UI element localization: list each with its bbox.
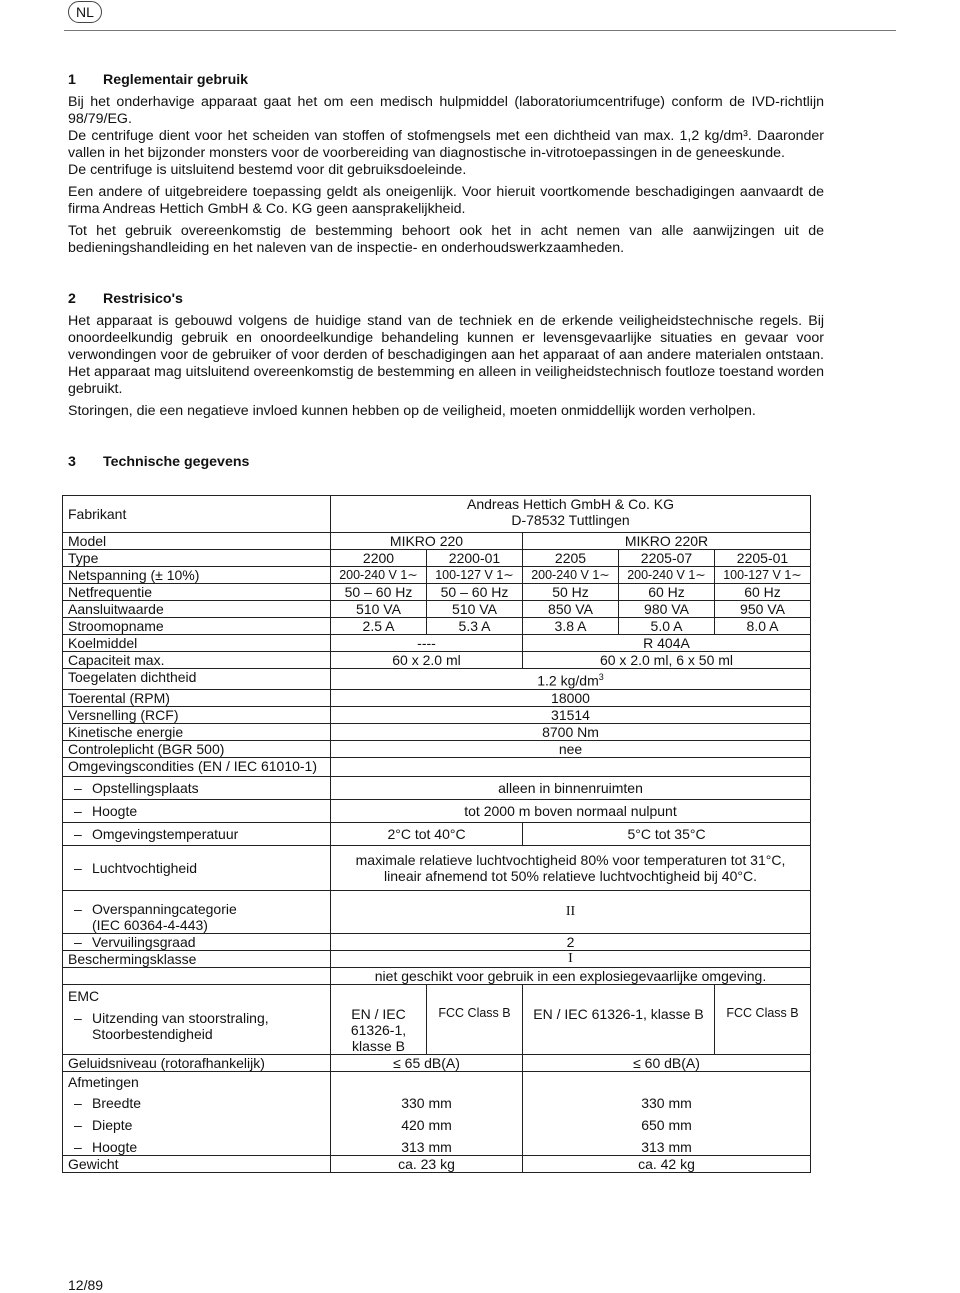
dash-bullet: – — [74, 1139, 82, 1155]
table-row — [63, 601, 811, 618]
site-value: alleen in binnenruimten — [331, 777, 811, 800]
table-row — [63, 496, 811, 533]
table-row — [63, 652, 811, 669]
voltage-value: 200-240 V 1∼ — [331, 567, 427, 584]
section-1-paragraph: Tot het gebruik overeenkomstig de bestemming behoort ook het in acht nemen van alle aanwijzingen uit de bedieningshandleiding en het naleven van de inspectie- en onderhoudswerkzaamheden. — [68, 223, 824, 256]
noise-value: ≤ 60 dB(A) — [523, 1055, 811, 1072]
table-row — [63, 985, 811, 1055]
capacity-value: 60 x 2.0 ml, 6 x 50 ml — [523, 652, 811, 669]
voltage-value: 100-127 V 1∼ — [427, 567, 523, 584]
frequency-value: 50 – 60 Hz — [427, 584, 523, 601]
humidity-value: maximale relatieve luchtvochtigheid 80% voor temperaturen tot 31°C, lineair afnemend tot 50% relatieve luchtvochtigheid bij 40°C. — [331, 846, 811, 891]
row-label: – Hoogte — [63, 800, 331, 823]
rpm-value: 18000 — [331, 690, 811, 707]
table-row — [63, 968, 811, 985]
dash-bullet: – — [74, 860, 82, 876]
type-value: 2205-01 — [715, 550, 811, 567]
row-label: Aansluitwaarde — [63, 601, 331, 618]
table-row — [63, 823, 811, 846]
current-value: 5.3 A — [427, 618, 523, 635]
dash-bullet: – — [74, 1117, 82, 1133]
coolant-value: ---- — [331, 635, 523, 652]
table-row — [63, 724, 811, 741]
rcf-value: 31514 — [331, 707, 811, 724]
table-row — [63, 741, 811, 758]
table-row — [63, 934, 811, 951]
dash-bullet: – — [74, 934, 82, 950]
row-label: Afmetingen – Breedte – Diepte – Hoogte — [63, 1072, 331, 1156]
table-row — [63, 618, 811, 635]
protection-value: I — [331, 951, 811, 968]
power-value: 950 VA — [715, 601, 811, 618]
model-value: MIKRO 220R — [523, 533, 811, 550]
frequency-value: 60 Hz — [715, 584, 811, 601]
table-row — [63, 567, 811, 584]
dash-bullet: – — [74, 901, 82, 917]
type-value: 2205 — [523, 550, 619, 567]
current-value: 8.0 A — [715, 618, 811, 635]
row-label: – Overspanningcategorie (IEC 60364-4-443) — [63, 891, 331, 934]
row-label: Netfrequentie — [63, 584, 331, 601]
model-value: MIKRO 220 — [331, 533, 523, 550]
row-label: – Opstellingsplaats — [63, 777, 331, 800]
technical-data-table — [62, 495, 811, 1173]
table-row — [63, 1072, 811, 1156]
row-label: EMC – Uitzending van stoorstraling, Stoorbestendigheid — [63, 985, 331, 1055]
density-value: 1.2 $kg/dm^3$ — [331, 669, 811, 690]
dash-bullet: – — [74, 826, 82, 842]
table-row — [63, 1156, 811, 1173]
section-2-title: 2 Restrisico's — [68, 291, 183, 307]
row-label: Geluidsniveau (rotorafhankelijk) — [63, 1055, 331, 1072]
voltage-value: 200-240 V 1∼ — [523, 567, 619, 584]
table-row — [63, 584, 811, 601]
power-value: 510 VA — [427, 601, 523, 618]
weight-value: ca. 23 kg — [331, 1156, 523, 1173]
table-row — [63, 690, 811, 707]
row-label: Kinetische energie — [63, 724, 331, 741]
pollution-value: 2 — [331, 934, 811, 951]
table-row — [63, 669, 811, 690]
dash-bullet: – — [74, 780, 82, 796]
type-value: 2205-07 — [619, 550, 715, 567]
dash-bullet: – — [74, 1010, 82, 1026]
temperature-value: 5°C tot 35°C — [523, 823, 811, 846]
empty-cell — [331, 758, 811, 777]
noise-value: ≤ 65 dB(A) — [331, 1055, 523, 1072]
dimension-values: 330 mm 420 mm 313 mm — [331, 1072, 523, 1156]
row-label: Model — [63, 533, 331, 550]
page-number: 12/89 — [68, 1277, 104, 1293]
current-value: 3.8 A — [523, 618, 619, 635]
current-value: 2.5 A — [331, 618, 427, 635]
frequency-value: 50 Hz — [523, 584, 619, 601]
document-body — [68, 72, 824, 471]
overvoltage-value: II — [331, 891, 811, 934]
section-3-title: 3 Technische gegevens — [68, 454, 250, 470]
energy-value: 8700 Nm — [331, 724, 811, 741]
table-row — [63, 777, 811, 800]
current-value: 5.0 A — [619, 618, 715, 635]
empty-cell — [63, 968, 331, 985]
coolant-value: R 404A — [523, 635, 811, 652]
row-label: Stroomopname — [63, 618, 331, 635]
table-row — [63, 635, 811, 652]
voltage-value: 100-127 V 1∼ — [715, 567, 811, 584]
emc-value: EN / IEC 61326-1, klasse B — [523, 985, 715, 1055]
table-row — [63, 707, 811, 724]
dash-bullet: – — [74, 803, 82, 819]
table-row — [63, 1055, 811, 1072]
table-row — [63, 891, 811, 934]
section-1-paragraph: Een andere of uitgebreidere toepassing geldt als oneigenlijk. Voor hieruit voortkomende beschadigingen aanvaardt de firma Andreas Hettich GmbH & Co. KG geen aansprakelijkheid. — [68, 184, 824, 217]
section-1-title: 1 Reglementair gebruik — [68, 72, 249, 88]
language-badge: NL — [68, 1, 102, 23]
row-label: Gewicht — [63, 1156, 331, 1173]
section-1-paragraph: De centrifuge dient voor het scheiden van stoffen of stofmengsels met een dichtheid van max. 1,2 kg/dm³. Daaronder vallen in het bijzonder monsters voor de voorbereiding van diagnostische in-vitrotoepassingen in de geneeskunde. — [68, 128, 824, 161]
section-1-paragraph: Bij het onderhavige apparaat gaat het om een medisch hulpmiddel (laboratoriumcentrifuge) conform de IVD-richtlijn 98/79/EG. — [68, 94, 824, 127]
emc-value: EN / IEC 61326-1, klasse B — [331, 985, 427, 1055]
table-row — [63, 951, 811, 968]
capacity-value: 60 x 2.0 ml — [331, 652, 523, 669]
dash-bullet: – — [74, 1095, 82, 1111]
table-row — [63, 846, 811, 891]
row-label: Capaciteit max. — [63, 652, 331, 669]
row-label: Omgevingscondities (EN / IEC 61010-1) — [63, 758, 331, 777]
row-label: Beschermingsklasse — [63, 951, 331, 968]
power-value: 980 VA — [619, 601, 715, 618]
control-value: nee — [331, 741, 811, 758]
dimension-values: 330 mm 650 mm 313 mm — [523, 1072, 811, 1156]
frequency-value: 60 Hz — [619, 584, 715, 601]
row-label: Fabrikant — [63, 496, 331, 533]
row-label: – Luchtvochtigheid — [63, 846, 331, 891]
voltage-value: 200-240 V 1∼ — [619, 567, 715, 584]
table-row — [63, 758, 811, 777]
power-value: 510 VA — [331, 601, 427, 618]
row-label: Toerental (RPM) — [63, 690, 331, 707]
table-row — [63, 800, 811, 823]
row-label: – Vervuilingsgraad — [63, 934, 331, 951]
manufacturer-value: Andreas Hettich GmbH & Co. KG D-78532 Tuttlingen — [331, 496, 811, 533]
table-row — [63, 533, 811, 550]
row-label: – Omgevingstemperatuur — [63, 823, 331, 846]
height-value: tot 2000 m boven normaal nulpunt — [331, 800, 811, 823]
emc-fcc-value: FCC Class B — [427, 985, 523, 1055]
table-row — [63, 550, 811, 567]
header-divider — [64, 30, 896, 31]
frequency-value: 50 – 60 Hz — [331, 584, 427, 601]
temperature-value: 2°C tot 40°C — [331, 823, 523, 846]
section-2-paragraph: Storingen, die een negatieve invloed kunnen hebben op de veiligheid, moeten onmiddellijk worden verholpen. — [68, 403, 756, 419]
section-2-paragraph: Het apparaat is gebouwd volgens de huidige stand van de techniek en de erkende veiligheidstechnische regels. Bij onoordeelkundig gebruik en onoordeelkundige behandeling kunnen er levensgevaarlijke situaties en gevaar voor verwondingen voor de gebruiker of voor derden of beschadigingen aan het apparaat of aan andere materialen ontstaan. Het apparaat mag uitsluitend overeenkomstig de bestemming en alleen in veiligheidstechnisch foutloze toestand worden gebruikt. — [68, 313, 824, 397]
row-label: Netspanning (± 10%) — [63, 567, 331, 584]
type-value: 2200-01 — [427, 550, 523, 567]
row-label: Type — [63, 550, 331, 567]
weight-value: ca. 42 kg — [523, 1156, 811, 1173]
row-label: Versnelling (RCF) — [63, 707, 331, 724]
section-1-paragraph: De centrifuge is uitsluitend bestemd voor dit gebruiksdoeleinde. — [68, 162, 467, 178]
row-label: Toegelaten dichtheid — [63, 669, 331, 690]
row-label: Controleplicht (BGR 500) — [63, 741, 331, 758]
emc-fcc-value: FCC Class B — [715, 985, 811, 1055]
power-value: 850 VA — [523, 601, 619, 618]
row-label: Koelmiddel — [63, 635, 331, 652]
explosion-value: niet geschikt voor gebruik in een explosiegevaarlijke omgeving. — [331, 968, 811, 985]
type-value: 2200 — [331, 550, 427, 567]
